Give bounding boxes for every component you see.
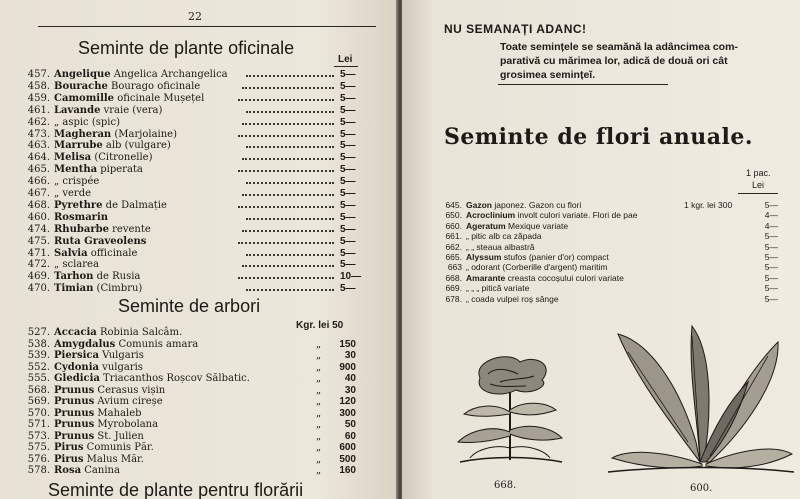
item-price: 150 <box>339 338 356 350</box>
leader-dots <box>238 99 334 101</box>
item-name: Bourache Bourago oficinale <box>54 80 201 92</box>
item-name: Timian (Cimbru) <box>54 283 143 295</box>
unit-lei: Lei <box>752 180 765 190</box>
item-name: Prunus St. Julien <box>54 430 144 442</box>
item-number: 472. <box>27 259 50 271</box>
item-number: 573. <box>27 430 50 442</box>
leader-dots <box>246 111 334 113</box>
ditto-mark: „ <box>316 407 322 419</box>
item-name: Pirus Comunis Păr. <box>54 442 154 453</box>
oficinale-row <box>16 200 356 212</box>
oficinale-row <box>16 117 356 129</box>
leader-dots <box>246 146 334 148</box>
item-price: 5— <box>340 80 356 92</box>
leader-dots <box>242 194 334 196</box>
item-number: 466. <box>27 176 50 188</box>
item-price: 4— <box>764 210 778 221</box>
oficinale-row <box>16 224 356 236</box>
oficinale-row <box>16 140 356 152</box>
annual-flower-row <box>438 221 778 231</box>
ditto-mark: „ <box>316 453 322 465</box>
leader-dots <box>246 254 334 256</box>
oficinale-row <box>16 248 356 260</box>
item-name: Prunus Cerasus vișin <box>54 384 166 396</box>
item-name: „ odorant (Corberille d'argent) maritim <box>466 262 608 273</box>
ditto-mark: „ <box>316 384 322 396</box>
item-name: Alyssum stufos (panier d'or) compact <box>466 252 609 262</box>
header-rule <box>38 26 376 27</box>
item-name: Marrube alb (vulgare) <box>54 140 171 152</box>
oficinale-row <box>16 129 356 141</box>
item-price: 5— <box>340 116 356 128</box>
note-line-2: parativă cu mărimea lor, adică de două ori cât <box>500 55 728 67</box>
item-name: Camomille oficinale Mușețel <box>54 92 205 104</box>
item-price: 5— <box>764 200 778 210</box>
item-extra: 1 kgr. lei 300 <box>684 200 733 210</box>
item-number: 473. <box>27 128 50 140</box>
item-price: 5— <box>340 211 356 223</box>
oficinale-row <box>16 188 356 200</box>
item-price: 120 <box>339 396 356 407</box>
arbori-row <box>16 385 356 397</box>
oficinale-row <box>16 152 356 164</box>
item-price: 5— <box>340 128 356 140</box>
item-name: „ „ „ pitică variate <box>466 283 530 294</box>
item-name: Accacia Robinia Salcâm. <box>54 327 183 338</box>
ditto-mark: „ <box>316 373 322 384</box>
annual-flowers-title: Seminte de flori anuale. <box>444 124 753 150</box>
item-price: 4— <box>764 220 778 231</box>
item-number: 475. <box>27 235 50 247</box>
leader-dots <box>246 289 334 291</box>
item-name: Magheran (Marjolaine) <box>54 128 178 140</box>
item-number: 645. <box>445 200 462 210</box>
item-name: Salvia officinale <box>54 247 138 259</box>
item-price: 30 <box>344 384 356 396</box>
item-price: 10— <box>340 271 362 283</box>
leader-dots <box>238 170 334 172</box>
item-name: Piersica Vulgaris <box>54 350 144 361</box>
oficinale-row <box>16 236 356 248</box>
item-number: 571. <box>27 419 50 430</box>
item-number: 665. <box>445 252 462 262</box>
arbori-row <box>16 431 356 443</box>
leafy-plant-illustration <box>608 322 794 478</box>
item-name: Melisa (Citronelle) <box>54 152 153 164</box>
arbori-row <box>16 327 356 339</box>
leader-dots <box>246 218 334 220</box>
item-price: 5— <box>340 104 356 116</box>
arbori-row <box>16 408 356 420</box>
annual-flower-row <box>438 210 778 220</box>
item-number: 576. <box>27 453 50 465</box>
item-name: Lavande vraie (vera) <box>54 104 163 116</box>
leader-dots <box>246 182 334 184</box>
item-price: 5— <box>340 69 356 80</box>
item-price: 5— <box>340 259 356 271</box>
arbori-row <box>16 362 356 374</box>
oficinale-row <box>16 176 356 188</box>
annual-flower-row <box>438 283 778 293</box>
note-line-1: Toate semințele se seamănă la adâncimea com- <box>500 41 738 53</box>
arbori-row <box>16 350 356 362</box>
item-name: „ aspic (spic) <box>54 116 120 128</box>
item-number: 660. <box>445 220 462 231</box>
annual-flower-row <box>438 262 778 272</box>
item-name: „ sclarea <box>54 259 99 271</box>
item-number: 470. <box>27 283 50 295</box>
item-name: Rhubarbe revente <box>54 223 151 235</box>
item-number: 461. <box>27 104 50 116</box>
item-number: 552. <box>27 361 50 373</box>
oficinale-row <box>16 93 356 105</box>
note-underline <box>498 84 668 85</box>
item-price: 300 <box>339 407 356 419</box>
ditto-mark: „ <box>316 465 322 476</box>
ditto-mark: „ <box>316 430 322 442</box>
item-price: 160 <box>339 465 356 476</box>
item-price: 5— <box>340 188 356 199</box>
item-number: 474. <box>27 223 50 235</box>
oficinale-row <box>16 105 356 117</box>
item-name: „ „ steaua albastră <box>466 241 535 252</box>
item-name: Ruta Graveolens <box>54 235 147 247</box>
item-price: 5— <box>340 247 356 259</box>
item-name: Ageratum Mexique variate <box>466 220 569 231</box>
annual-flower-row <box>438 252 778 262</box>
item-price: 5— <box>764 293 778 304</box>
item-price: 30 <box>344 350 356 361</box>
oficinale-row <box>16 164 356 176</box>
item-name: Rosa Canina <box>54 465 120 476</box>
item-price: 5— <box>340 164 356 176</box>
ditto-mark: „ <box>316 361 322 373</box>
annual-flower-row <box>438 231 778 241</box>
leader-dots <box>242 123 334 125</box>
oficinale-row <box>16 259 356 271</box>
leader-dots <box>246 75 334 77</box>
unit-rule <box>738 193 778 194</box>
item-price: 60 <box>344 430 356 442</box>
section-title-oficinale: Seminte de plante oficinale <box>78 38 295 58</box>
item-number: 555. <box>27 373 50 384</box>
item-number: 578. <box>27 465 50 476</box>
item-price: 5— <box>340 152 356 164</box>
oficinale-row <box>16 271 362 283</box>
ditto-mark: „ <box>316 338 322 350</box>
item-number: 527. <box>27 327 50 338</box>
item-number: 462. <box>27 116 50 128</box>
item-name: Cydonia vulgaris <box>54 361 143 373</box>
item-number: 458. <box>27 80 50 92</box>
item-number: 459. <box>27 92 50 104</box>
item-name: Prunus Avium cireșe <box>54 396 163 407</box>
oficinale-row <box>16 212 356 224</box>
column-rule <box>334 66 358 67</box>
ditto-mark: „ <box>316 396 322 407</box>
ditto-mark: „ <box>316 419 322 430</box>
item-name: „ coada vulpei roș sânge <box>466 293 559 304</box>
item-number: 568. <box>27 384 50 396</box>
item-number: 569. <box>27 396 50 407</box>
arbori-row <box>16 454 356 466</box>
item-price: 5— <box>764 262 778 273</box>
item-price: 5— <box>340 92 356 104</box>
leader-dots <box>242 265 334 267</box>
annual-flower-row <box>438 273 778 283</box>
item-number: 662. <box>445 241 462 252</box>
item-number: 663 <box>447 262 462 273</box>
leader-dots <box>238 277 334 279</box>
leader-dots <box>242 230 334 232</box>
item-name: Gazon japonez. Gazon cu flori <box>466 200 582 210</box>
leader-dots <box>242 87 334 89</box>
ditto-mark: „ <box>316 350 322 361</box>
section-title-florarii: Seminte de plante pentru florării <box>48 480 304 499</box>
item-name: Prunus Myrobolana <box>54 419 159 430</box>
figure-668-caption: 668. <box>494 480 517 491</box>
item-number: 469. <box>27 271 50 283</box>
item-price: 5— <box>340 199 356 211</box>
item-number: 471. <box>27 247 50 259</box>
annual-flower-row <box>438 294 778 304</box>
arbori-row <box>16 442 356 454</box>
oficinale-row <box>16 81 356 93</box>
item-name: Prunus Mahaleb <box>54 407 142 419</box>
item-number: 678. <box>445 293 462 304</box>
arbori-row <box>16 396 356 408</box>
item-price: 5— <box>340 223 356 235</box>
warning-header: NU SEMANAȚI ADANC! <box>444 22 587 36</box>
item-name: Pirus Malus Măr. <box>54 453 144 465</box>
item-price: 5— <box>340 140 356 152</box>
item-price: 600 <box>339 442 356 453</box>
item-price: 40 <box>344 373 356 384</box>
item-price: 5— <box>764 283 778 294</box>
item-name: „ pitic alb ca zăpada <box>466 231 542 242</box>
item-number: 468. <box>27 199 50 211</box>
item-name: Pyrethre de Dalmație <box>54 199 167 211</box>
leader-dots <box>238 135 334 137</box>
note-line-3: grosimea semințeĭ. <box>500 69 596 81</box>
right-page <box>402 0 800 499</box>
item-number: 467. <box>27 188 50 199</box>
item-price: 500 <box>339 453 356 465</box>
item-price: 5— <box>340 176 356 188</box>
item-name: Rosmarin <box>54 211 109 223</box>
item-number: 463. <box>27 140 50 152</box>
item-number: 457. <box>27 69 50 80</box>
item-number: 539. <box>27 350 50 361</box>
item-price: 5— <box>340 235 356 247</box>
item-price: 5— <box>764 241 778 252</box>
oficinale-row <box>16 69 356 81</box>
left-page <box>0 0 398 499</box>
item-price: 5— <box>340 283 356 295</box>
item-number: 460. <box>27 211 50 223</box>
arbori-row <box>16 465 356 477</box>
item-name: Gledicia Triacanthos Roșcov Sălbatic. <box>54 373 250 384</box>
page-number: 22 <box>188 10 202 23</box>
item-number: 669. <box>445 283 462 294</box>
item-price: 5— <box>764 252 778 262</box>
item-number: 464. <box>27 152 50 164</box>
oficinale-row <box>16 283 356 295</box>
item-number: 570. <box>27 407 50 419</box>
item-name: Amarante creasta cocoșului culori variate <box>466 272 624 283</box>
item-name: Angelique Angelica Archangelica <box>54 69 228 80</box>
item-number: 465. <box>27 164 50 176</box>
item-price: 5— <box>764 272 778 283</box>
item-name: Mentha piperata <box>54 164 143 176</box>
item-price: 50 <box>344 419 356 430</box>
item-number: 661. <box>445 231 462 242</box>
annual-flower-row <box>438 242 778 252</box>
leader-dots <box>238 206 334 208</box>
ditto-mark: „ <box>316 442 322 453</box>
figure-600-caption: 600. <box>690 483 713 494</box>
item-name: Tarhon de Rusia <box>54 271 141 283</box>
item-number: 575. <box>27 442 50 453</box>
item-name: „ verde <box>54 188 92 199</box>
annual-flower-row <box>438 200 778 210</box>
item-number: 538. <box>27 338 50 350</box>
arbori-row <box>16 339 356 351</box>
item-name: Acroclinium involt culori variate. Flori de pae <box>466 210 638 221</box>
section-title-arbori: Seminte de arbori <box>118 296 261 316</box>
kgr-column-head: Kgr. lei 50 <box>296 320 344 331</box>
leader-dots <box>242 158 334 160</box>
arbori-row <box>16 373 356 385</box>
leader-dots <box>238 242 334 244</box>
item-number: 668. <box>445 272 462 283</box>
item-price: 900 <box>339 361 356 373</box>
arbori-row <box>16 419 356 431</box>
unit-pac: 1 pac. <box>746 168 771 178</box>
item-number: 650. <box>445 210 462 221</box>
item-price: 5— <box>764 231 778 242</box>
celosia-illustration <box>450 352 570 472</box>
item-name: „ crispée <box>54 176 100 188</box>
item-name: Amygdalus Comunis amara <box>54 338 199 350</box>
price-column-head: Lei <box>338 54 353 65</box>
